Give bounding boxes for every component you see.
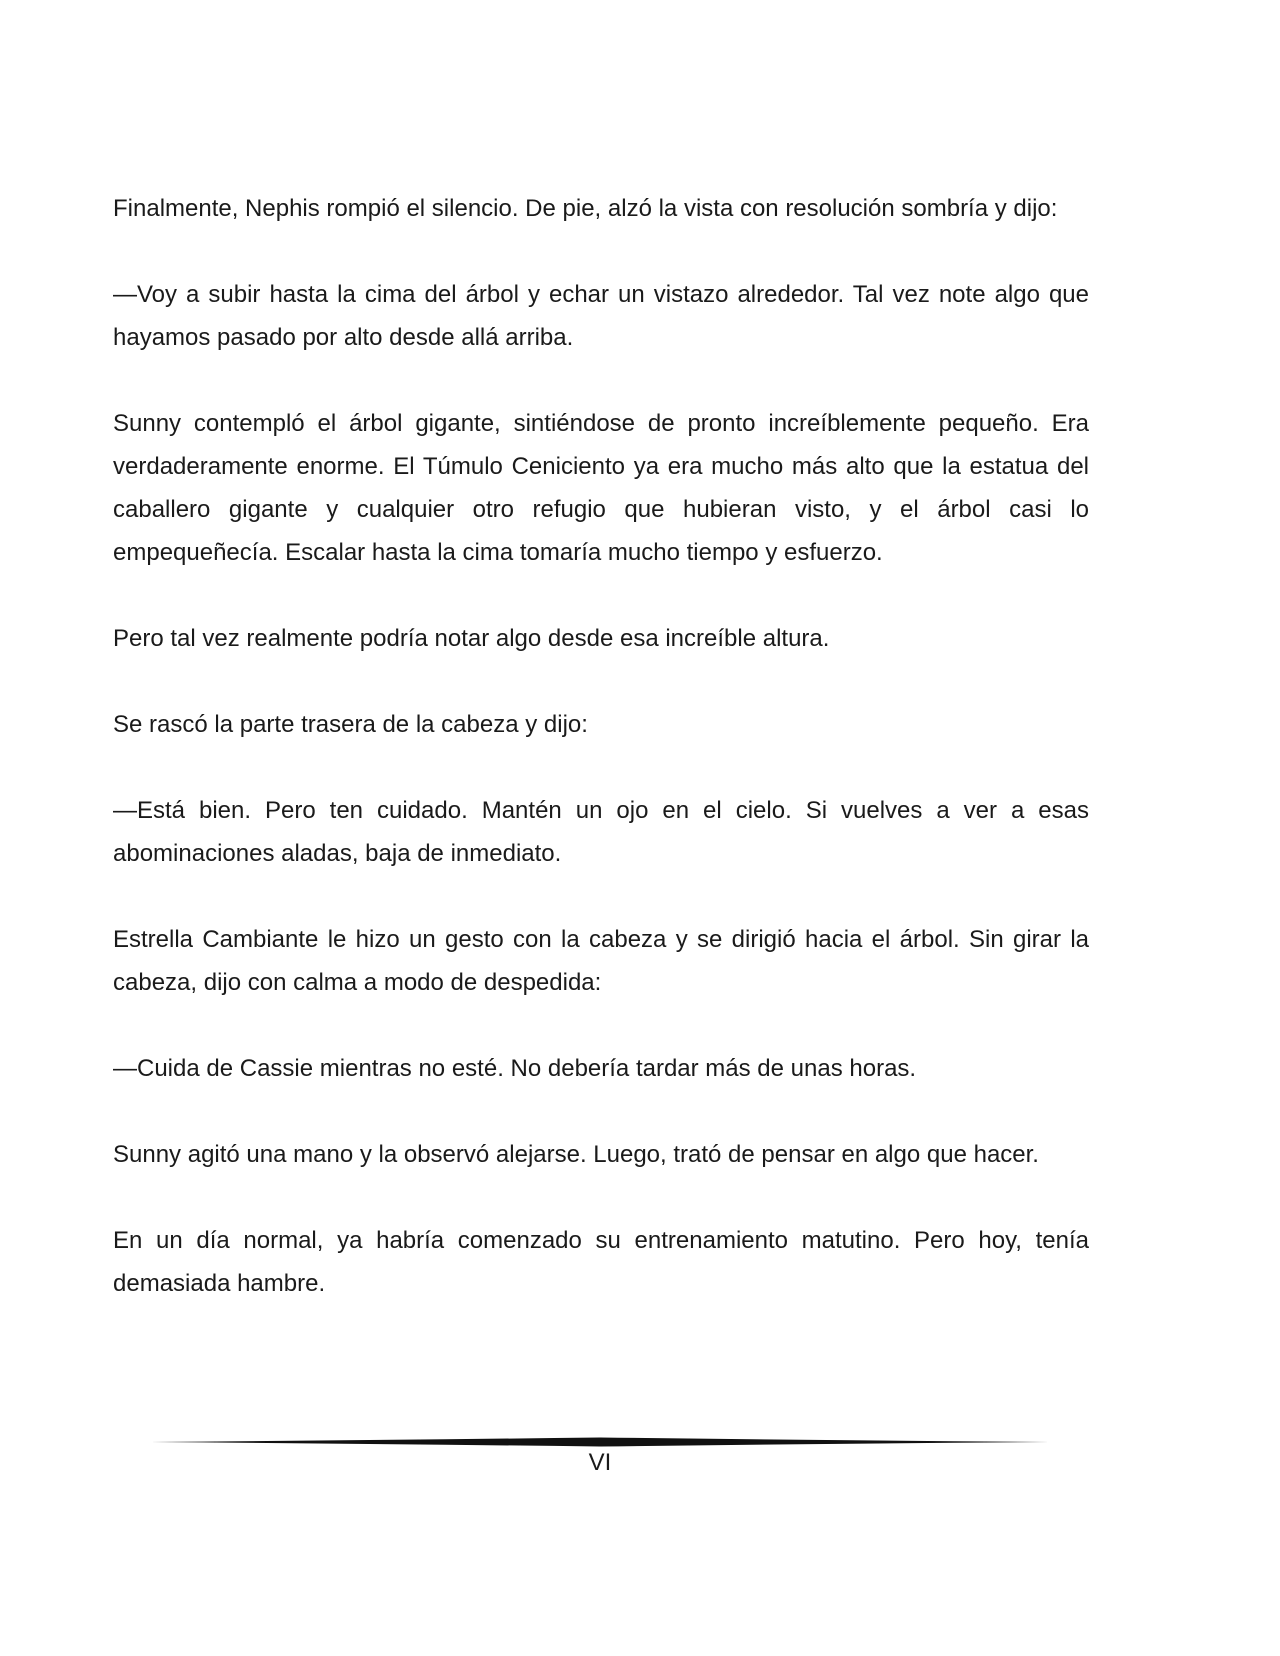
paragraph: —Voy a subir hasta la cima del árbol y echar un vistazo alrededor. Tal vez note algo que hayamos pasado por alto desde allá arriba. [113,281,1089,351]
paragraph: Se rascó la parte trasera de la cabeza y dijo: [113,711,588,738]
paragraph: En un día normal, ya habría comenzado su entrenamiento matutino. Pero hoy, tenía demasiada hambre. [113,1227,1089,1297]
paragraph: Finalmente, Nephis rompió el silencio. De pie, alzó la vista con resolución sombría y dijo: [113,195,1058,222]
footer-ornamental-rule [151,1437,1049,1447]
paragraph: Sunny agitó una mano y la observó alejarse. Luego, trató de pensar en algo que hacer. [113,1141,1039,1168]
body-text [113,187,1089,1305]
page-number: VI [588,1449,612,1476]
paragraph: —Cuida de Cassie mientras no esté. No debería tardar más de unas horas. [113,1055,917,1082]
paragraph: Sunny contempló el árbol gigante, sintiéndose de pronto increíblemente pequeño. Era verdaderamente enorme. El Túmulo Ceniciento ya era mucho más alto que la estatua del caballero gigante y cualquier otro refugio que hubieran visto, y el árbol casi lo empequeñecía. Escalar hasta la cima tomaría mucho tiempo y esfuerzo. [113,410,1089,566]
paragraph: Estrella Cambiante le hizo un gesto con la cabeza y se dirigió hacia el árbol. Sin girar la cabeza, dijo con calma a modo de despedida: [113,926,1089,996]
paragraph: —Está bien. Pero ten cuidado. Mantén un ojo en el cielo. Si vuelves a ver a esas abominaciones aladas, baja de inmediato. [113,797,1089,867]
paragraph: Pero tal vez realmente podría notar algo desde esa increíble altura. [113,625,830,652]
rule-swell [151,1438,1049,1447]
